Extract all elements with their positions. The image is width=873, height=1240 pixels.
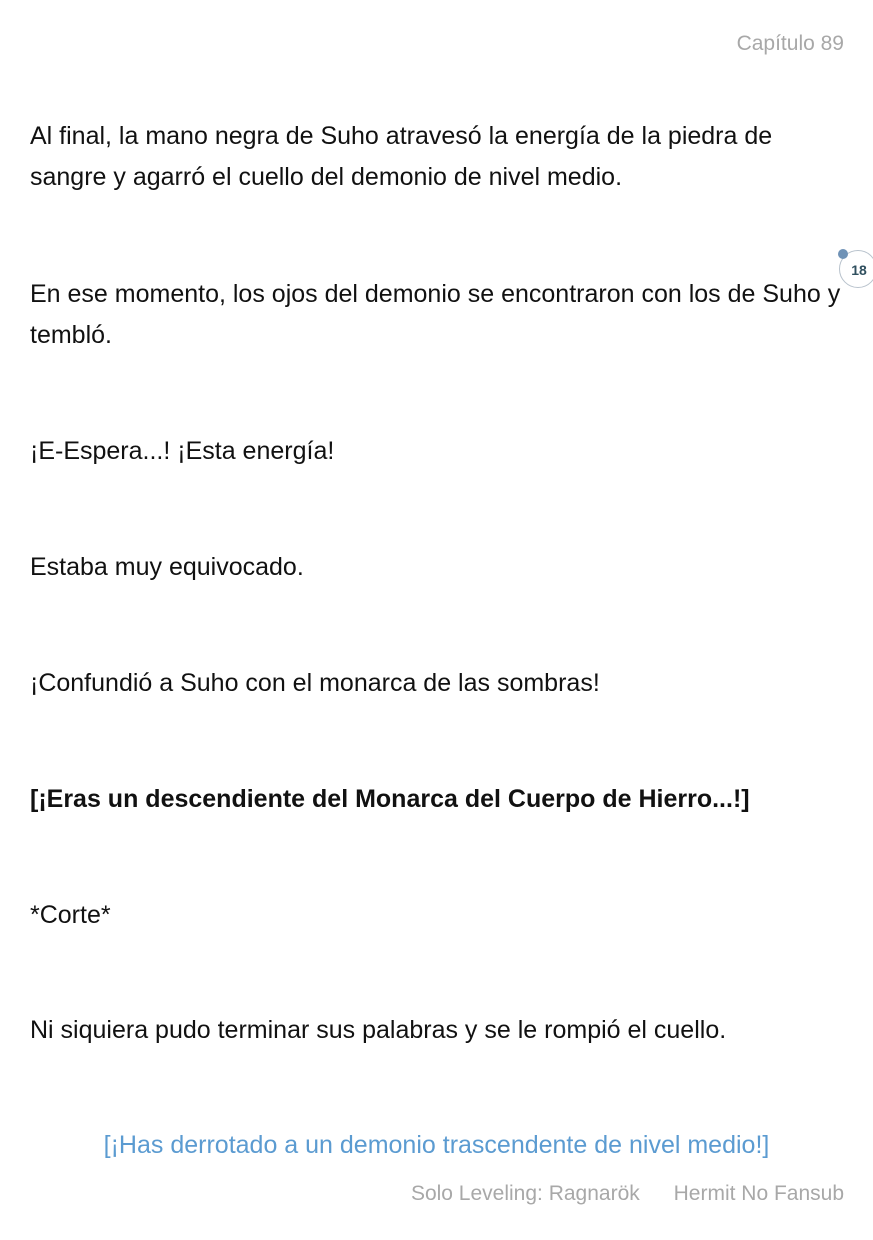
- paragraph: *Corte*: [30, 901, 111, 929]
- footer: [411, 1182, 844, 1206]
- footer-novel-title: Solo Leveling: Ragnarök: [410, 1182, 640, 1205]
- paragraph: ¡E-Espera...! ¡Esta energía!: [30, 437, 335, 465]
- footer-group-name: Hermit No Fansub: [673, 1182, 844, 1205]
- paragraph: ¡Confundió a Suho con el monarca de las sombras!: [30, 669, 600, 697]
- paragraph: Ni siquiera pudo terminar sus palabras y se le rompió el cuello.: [30, 1016, 727, 1044]
- paragraph: Al final, la mano negra de Suho atravesó la energía de la piedra de sangre y agarró el cuello del demonio de nivel medio.: [30, 122, 773, 191]
- paragraph: Estaba muy equivocado.: [30, 553, 304, 581]
- system-message: [¡Has derrotado a un demonio trascendente de nivel medio!]: [103, 1131, 770, 1159]
- chapter-header: Capítulo 89: [736, 32, 844, 55]
- comment-count: 18: [851, 262, 867, 278]
- paragraph-system-dialogue: [¡Eras un descendiente del Monarca del Cuerpo de Hierro...!]: [30, 785, 750, 813]
- paragraph-comment-badge[interactable]: [839, 250, 873, 288]
- paragraph: En ese momento, los ojos del demonio se encontraron con los de Suho y tembló.: [30, 280, 841, 349]
